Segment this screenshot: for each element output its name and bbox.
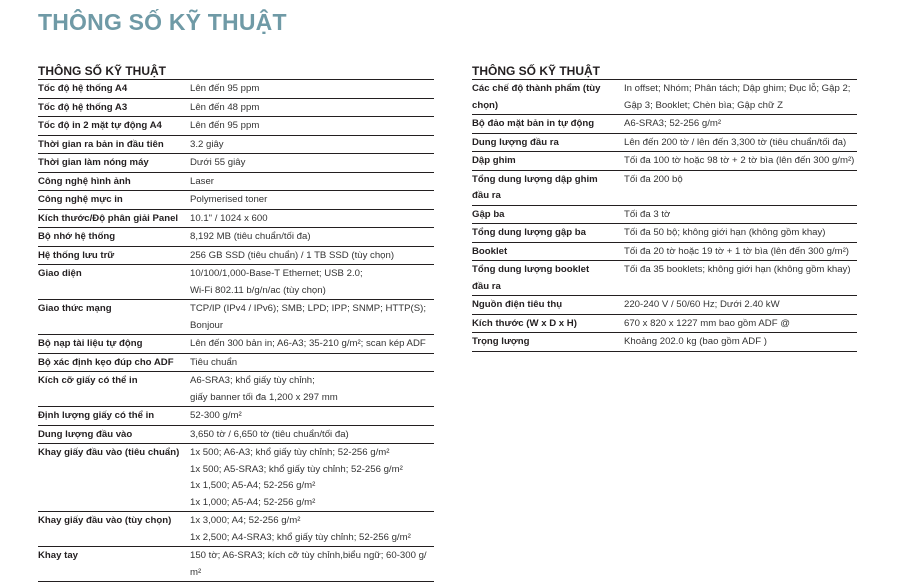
spec-value [190,135,434,154]
spec-value-line: 3.2 giây [190,138,224,150]
spec-row [472,115,857,134]
spec-value-line: 3,650 tờ / 6,650 tờ (tiêu chuẩn/tối đa) [190,428,349,440]
spec-label: Tốc độ in 2 mặt tự động A4 [38,120,162,131]
spec-row [38,300,434,335]
spec-label: Thời gian ra bản in đầu tiên [38,138,164,150]
spec-label-line: Booklet [472,245,508,257]
spec-row [472,80,857,115]
spec-row [38,265,434,300]
spec-value-line: A6-SRA3; khổ giấy tùy chỉnh; [190,375,315,386]
spec-label-line: đầu ra [472,280,501,292]
spec-value [190,547,434,582]
spec-row [38,172,434,191]
spec-label: Khay giấy đầu vào (tiêu chuẩn) [38,447,180,458]
spec-row [472,170,857,205]
page-title: THÔNG SỐ KỸ THUẬT [38,9,287,35]
spec-value-line: Lên đến 200 tờ / lên đến 3,300 tờ (tiêu chuẩn/tối đa) [624,136,847,148]
spec-row [38,444,434,512]
spec-label [472,80,624,115]
spec-label: Tốc độ hệ thống A4 [38,83,128,94]
spec-value [624,333,857,352]
spec-value [190,300,434,335]
spec-row [38,98,434,117]
spec-label-line: đầu ra [472,190,501,201]
spec-label: Bộ nhớ hệ thống [38,231,116,242]
spec-label [472,170,624,205]
spec-label-line: Trọng lượng [472,336,530,347]
spec-value [190,191,434,210]
spec-row [38,547,434,582]
spec-value-line: Tối đa 100 tờ hoặc 98 tờ + 2 tờ bìa (lên đến 300 g/m²) [624,155,855,166]
spec-value-line: Tối đa 3 tờ [624,208,671,220]
spec-value [190,353,434,372]
spec-value [624,224,857,243]
spec-label [472,242,624,261]
spec-value-line: Tối đa 35 booklets; không giới hạn (không gồm khay) [624,264,851,275]
spec-value [624,242,857,261]
spec-label [472,314,624,333]
spec-value-line: 1x 500; A6-A3; khổ giấy tùy chỉnh; 52-256 g/m² [190,447,390,458]
spec-value [190,154,434,173]
spec-label: Khay giấy đầu vào (tùy chọn) [38,515,172,526]
spec-label-line: Gập ba [472,208,505,220]
spec-label [472,115,624,134]
spec-row [38,135,434,154]
spec-value-line: 150 tờ; A6-SRA3; kích cỡ tùy chỉnh,biểu ngữ; 60-300 g/ [190,550,427,561]
spec-row [472,296,857,315]
spec-label-line: Các chế độ thành phẩm (tùy [472,83,601,94]
spec-label: Công nghệ hình ảnh [38,175,131,187]
spec-label: Tốc độ hệ thống A3 [38,101,128,113]
spec-label [472,333,624,352]
spec-value-line: Laser [190,175,214,187]
spec-label [472,205,624,224]
spec-value-line: A6-SRA3; 52-256 g/m² [624,118,722,129]
spec-value-line: 1x 1,500; A5-A4; 52-256 g/m² [190,480,316,491]
spec-value [190,80,434,99]
section-heading-right: THÔNG SỐ KỸ THUẬT [472,64,600,78]
spec-row [38,154,434,173]
spec-label: Kích cỡ giấy có thể in [38,375,138,386]
spec-label-line: Dập ghim [472,155,516,166]
spec-value-line: 10.1" / 1024 x 600 [190,212,268,224]
spec-label: Khay tay [38,550,78,561]
spec-label [472,224,624,243]
spec-row [472,224,857,243]
spec-label: Kích thước/Độ phân giải Panel [38,212,179,224]
spec-label-line: chọn) [472,99,499,111]
spec-value-line: Lên đến 95 ppm [190,83,260,94]
spec-label [472,296,624,315]
spec-value-line: TCP/IP (IPv4 / IPv6); SMB; LPD; IPP; SNMP; HTTP(S); [190,303,426,314]
spec-label: Bộ xác định kẹo đúp cho ADF [38,356,174,368]
spec-value [624,170,857,205]
spec-value [190,172,434,191]
spec-row [472,242,857,261]
spec-value-line: giấy banner tối đa 1,200 x 297 mm [190,391,338,403]
spec-value-line: Tiêu chuẩn [190,356,238,368]
spec-value-line: Polymerised toner [190,194,268,205]
spec-value-line: Lên đến 48 ppm [190,101,260,113]
spec-row [472,333,857,352]
spec-value [190,246,434,265]
spec-label [472,133,624,152]
spec-label-line: Kích thước (W x D x H) [472,317,577,329]
spec-row [38,335,434,354]
spec-row [38,512,434,547]
spec-value [190,425,434,444]
spec-row [38,353,434,372]
spec-value [190,444,434,512]
spec-row [472,314,857,333]
spec-value [190,209,434,228]
spec-value [624,80,857,115]
spec-value-line: m² [190,566,202,578]
spec-value-line: 1x 2,500; A4-SRA3; khổ giấy tùy chỉnh; 52-256 g/m² [190,531,411,543]
spec-label [472,152,624,171]
spec-section-left [38,64,434,582]
spec-row [472,133,857,152]
spec-value-line: Tối đa 20 tờ hoặc 19 tờ + 1 tờ bìa (lên đến 300 g/m²) [624,245,849,257]
spec-label-line: Dung lượng đầu ra [472,136,559,148]
spec-row [38,407,434,426]
spec-label: Công nghệ mực in [38,194,123,205]
spec-value [624,296,857,315]
spec-row [38,80,434,99]
spec-row [472,205,857,224]
spec-value-line: Gập 3; Booklet; Chèn bìa; Gập chữ Z [624,99,783,111]
spec-value [624,152,857,171]
spec-value-line: Lên đến 300 bản in; A6-A3; 35-210 g/m²; scan kép ADF [190,338,426,349]
spec-label-line: Nguồn điện tiêu thụ [472,299,563,310]
spec-row [472,152,857,171]
spec-value-line: 1x 500; A5-SRA3; khổ giấy tùy chỉnh; 52-256 g/m² [190,463,403,475]
spec-label: Dung lượng đầu vào [38,428,133,440]
spec-value-line: 1x 3,000; A4; 52-256 g/m² [190,515,301,526]
spec-label [472,261,624,296]
spec-value-line: 8,192 MB (tiêu chuẩn/tối đa) [190,231,311,242]
spec-label: Định lượng giấy có thể in [38,410,155,421]
spec-row [38,209,434,228]
spec-table-left [38,79,434,582]
spec-value [190,335,434,354]
spec-value-line: 220-240 V / 50/60 Hz; Dưới 2.40 kW [624,299,780,310]
spec-label-line: Tổng dung lượng booklet [472,264,590,275]
spec-value-line: 10/100/1,000-Base-T Ethernet; USB 2.0; [190,268,363,279]
spec-value-line: Tối đa 50 bộ; không giới hạn (không gồm khay) [624,227,826,238]
spec-label: Thời gian làm nóng máy [38,157,149,168]
spec-value [624,314,857,333]
spec-value [190,117,434,136]
spec-value-line: 256 GB SSD (tiêu chuẩn) / 1 TB SSD (tùy chọn) [190,249,395,261]
spec-label: Bộ nạp tài liệu tự động [38,338,143,349]
spec-label: Hệ thống lưu trữ [38,249,115,261]
spec-value [624,205,857,224]
spec-value [624,115,857,134]
spec-row [38,228,434,247]
section-heading-left: THÔNG SỐ KỸ THUẬT [38,64,166,78]
spec-value [190,265,434,300]
spec-value-line: Bonjour [190,319,224,331]
spec-value [624,133,857,152]
spec-value [624,261,857,296]
spec-value-line: Tối đa 200 bộ [624,173,683,185]
spec-row [38,191,434,210]
spec-value-line: 1x 1,000; A5-A4; 52-256 g/m² [190,496,316,508]
spec-value [190,407,434,426]
spec-row [38,425,434,444]
spec-row [38,117,434,136]
spec-value-line: 52-300 g/m² [190,410,242,421]
spec-value-line: In offset; Nhóm; Phân tách; Dập ghim; Đục lỗ; Gập 2; [624,83,851,94]
spec-label-line: Bộ đảo mặt bản in tự động [472,118,595,129]
spec-value-line: Lên đến 95 ppm [190,120,260,131]
spec-value-line: Wi-Fi 802.11 b/g/n/ac (tùy chọn) [190,284,326,296]
spec-value-line: 670 x 820 x 1227 mm bao gồm ADF @ [624,317,790,329]
spec-label-line: Tổng dung lượng dập ghim [472,173,598,185]
spec-label: Giao thức mạng [38,303,112,314]
spec-value-line: Dưới 55 giây [190,157,246,168]
spec-section-right [472,64,857,352]
spec-value-line: Khoảng 202.0 kg (bao gồm ADF ) [624,336,767,347]
spec-value [190,512,434,547]
spec-row [38,246,434,265]
spec-row [472,261,857,296]
spec-row [38,372,434,407]
spec-table-right [472,79,857,352]
spec-value [190,372,434,407]
spec-value [190,98,434,117]
spec-value [190,228,434,247]
spec-label-line: Tổng dung lượng gập ba [472,227,586,238]
spec-label: Giao diện [38,268,82,279]
